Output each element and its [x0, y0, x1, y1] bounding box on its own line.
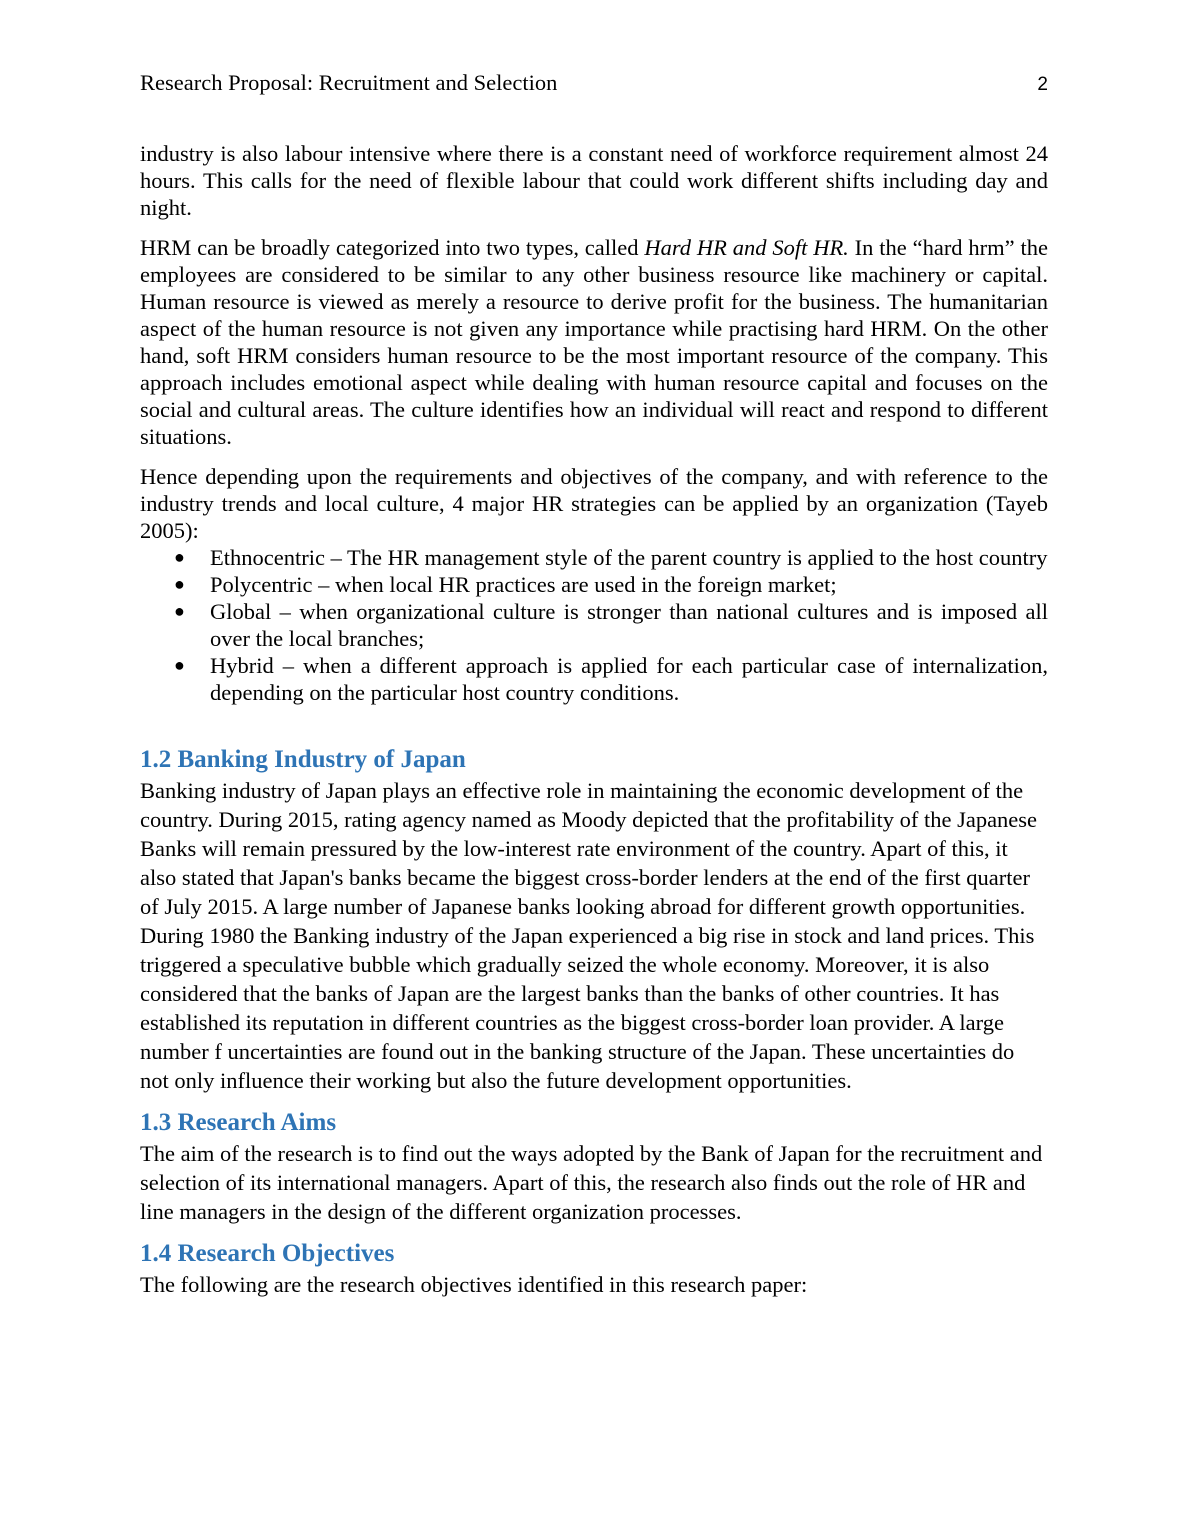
list-item-text: Hybrid – when a different approach is applied for each particular case of internalization, depending on the particular host country conditions.: [210, 653, 1048, 705]
italic-term: Hard HR and Soft HR.: [644, 235, 849, 260]
list-item-text: Ethnocentric – The HR management style of the parent country is applied to the host country: [210, 545, 1048, 570]
list-item: [140, 652, 1048, 706]
header-title: Research Proposal: Recruitment and Selection: [140, 70, 558, 95]
bullet-icon: ●: [174, 601, 185, 621]
strategy-list: [140, 544, 1048, 706]
section-body: The aim of the research is to find out the ways adopted by the Bank of Japan for the recruitment and selection of its international managers. Apart of this, the research also finds out the role of HR and line managers in the design of the different organization processes.: [140, 1141, 1043, 1224]
document-body: [140, 140, 1048, 1311]
paragraph: industry is also labour intensive where there is a constant need of workforce requirement almost 24 hours. This calls for the need of flexible labour that could work different shifts including day and night.: [140, 141, 1048, 220]
text: HRM can be broadly categorized into two types, called: [140, 235, 645, 260]
bullet-icon: ●: [174, 574, 185, 594]
text: In the “hard hrm” the employees are considered to be similar to any other business resource like machinery or capital. Human resource is viewed as merely a resource to derive profit for the business. The humanitarian aspect of the human resource is not given any importance while practising hard HRM. On the other hand, soft HRM considers human resource to be the most important resource of the company. This approach includes emotional aspect while dealing with human resource capital and focuses on the social and cultural areas. The culture identifies how an individual will react and respond to different situations.: [140, 235, 1048, 449]
section-body: Banking industry of Japan plays an effective role in maintaining the economic development of the country. During 2015, rating agency named as Moody depicted that the profitability of the Japanese Banks will remain pressured by the low-interest rate environment of the country. Apart of this, it also stated that Japan's banks became the biggest cross-border lenders at the end of the first quarter of July 2015. A large number of Japanese banks looking abroad for different growth opportunities. During 1980 the Banking industry of the Japan experienced a big rise in stock and land prices. This triggered a speculative bubble which gradually seized the whole economy. Moreover, it is also considered that the banks of Japan are the largest banks than the banks of other countries. It has established its reputation in different countries as the biggest cross-border loan provider. A large number f uncertainties are found out in the banking structure of the Japan. These uncertainties do not only influence their working but also the future development opportunities.: [140, 778, 1038, 1093]
paragraph-strategies: Hence depending upon the requirements and objectives of the company, and with reference to the industry trends and local culture, 4 major HR strategies can be applied by an organization (Tayeb 2005):: [140, 464, 1048, 543]
page-header: [140, 70, 1048, 96]
bullet-icon: ●: [174, 655, 185, 675]
section-body: The following are the research objectives identified in this research paper:: [140, 1272, 808, 1297]
list-item-text: Polycentric – when local HR practices are used in the foreign market;: [210, 572, 837, 597]
section-heading: 1.4 Research Objectives: [140, 1240, 395, 1267]
list-item: [140, 571, 1048, 598]
paragraph-hrm-types: [140, 234, 1048, 450]
list-item: [140, 598, 1048, 652]
page-number: 2: [1037, 74, 1048, 95]
bullet-icon: ●: [174, 547, 185, 567]
list-item: [140, 544, 1048, 571]
list-item-text: Global – when organizational culture is stronger than national cultures and is imposed all over the local branches;: [210, 599, 1048, 651]
section-heading: 1.3 Research Aims: [140, 1109, 337, 1136]
section-heading: 1.2 Banking Industry of Japan: [140, 746, 466, 773]
